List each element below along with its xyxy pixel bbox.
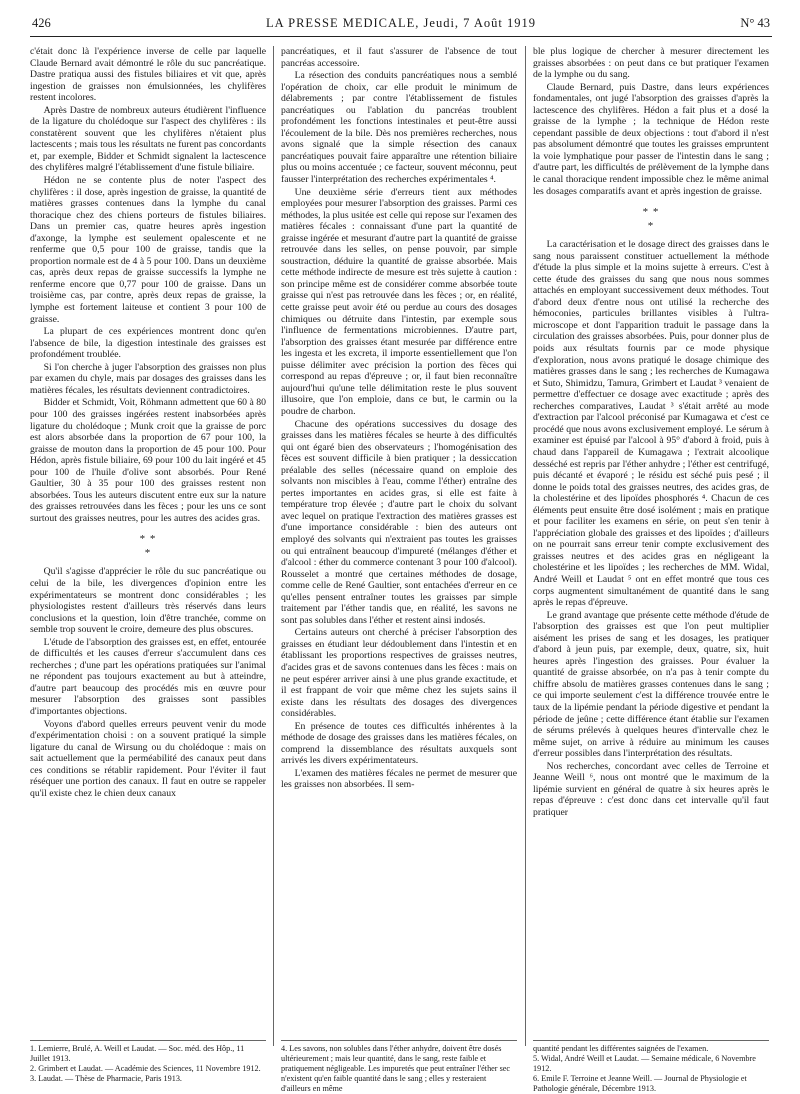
paragraph: La plupart de ces expériences montrent donc qu'en l'absence de bile, la digestion intestinale des graisses est profondément troublée. xyxy=(30,326,266,361)
footnotes-column-3 xyxy=(533,1040,769,1093)
section-separator: * * * xyxy=(139,533,157,560)
paragraph: La résection des conduits pancréatiques nous a semblé l'opération de choix, car elle produit le minimum de délabrements ; par contre l'établissement de fistules pancréatiques ou l'ablation du pancréas troublent profondément les fonctions intestinales et peut-être aussi l'écoulement de la bile. Dès nos premières recherches, nous avons signalé que la simple résection des canaux pancréatiques pouvait faire apparaître une rétention biliaire plus ou moins accentuée ; ce facteur, souvent méconnu, peut fausser l'interprétation des recherches expérimentales ⁴. xyxy=(281,70,517,186)
paragraph: La caractérisation et le dosage direct des graisses dans le sang nous paraissent constituer actuellement la méthode d'étude la plus simple et la moins sujette à erreurs. C'est à cette étude des graisses du sang que nous nous sommes attachés en employant successivement deux méthodes. Tout d'abord deux d'entre nous ont utilisé la recherche des hémoconies, particules brillantes visibles à l'ultra-microscope et dont l'apparition traduit le passage dans la circulation des graisses absorbées. Puis, pour donner plus de poids aux résultats fournis par ce mode physique d'exploration, nous avons pratiqué le dosage chimique des matières grasses dans le sang ; les recherches de Kumagawa et Suto, Shimidzu, Tamura, Grimbert et Laudat ³ venaient de permettre d'effectuer ce dosage avec exactitude ; après des recherches comparatives, Laudat ³ s'était arrêté au mode d'extraction par l'alcool préconisé par Kumagawa et c'est ce procédé que nous avons exclusivement employé. Le sérum à examiner est épuisé par l'alcool à 95° d'abord à froid, puis à chaud dans l'appareil de Kumagawa ; l'extrait alcoolique desséché est repris par l'éther anhydre ; l'éther est centrifugé, puis décanté et évaporé ; le résidu est séché puis pesé ; il donne le poids total des graisses neutres, des acides gras, de la cholestérine et des lipoïdes phosphorés ⁴. Chacun de ces éléments peut ensuite être dosé isolément ; mais en pratique et pour faciliter les examens en série, on peut s'en tenir à l'appréciation globale des graisses et des lipoïdes ; d'ailleurs on ne pourrait sans erreur tenir compte exclusivement des graisses neutres et des acides gras en négligeant la cholestérine et les lipoïdes ; les recherches de MM. Widal, André Weill et Laudat ⁵ ont en effet montré que tous ces corps augmentent simultanément de quantité dans le sang après le repas d'épreuve. xyxy=(533,239,769,609)
text-column-1 xyxy=(30,46,266,1030)
section-separator: * * * xyxy=(642,206,660,233)
paragraph: Après Dastre de nombreux auteurs étudièrent l'influence de la ligature du cholédoque sur l'aspect des chylifères : ils constatèrent souvent que les chylifères n'étaient plus lactescents ; mais tous les résultats ne furent pas concordants et, par exemple, Bidder et Schmidt signalent la lactescence des chylifères malgré l'établissement d'une fistule biliaire. xyxy=(30,104,266,174)
paragraph: L'examen des matières fécales ne permet de mesurer que les graisses non absorbées. Il sem- xyxy=(281,767,517,791)
paragraph: Nos recherches, concordant avec celles de Terroine et Jeanne Weill ⁶, nous ont montré que le maximum de la lipémie survient en général de quatre à six heures après le repas d'épreuve : c'est donc dans cet intervalle qu'il faut pratiquer xyxy=(533,760,769,818)
footnote: 6. Emile F. Terroine et Jeanne Weill. — Journal de Physiologie et Pathologie générale, Décembre 1913. xyxy=(533,1074,747,1093)
paragraph: Le grand avantage que présente cette méthode d'étude de l'absorption des graisses est que l'on peut multiplier aisément les prises de sang et les dosages, les pratiquer d'abord à jeun puis, par exemple, deux, quatre, six, huit heures après l'ingestion des graisses. Pour évaluer la quantité de graisse absorbée, on n'a pas à tenir compte du chiffre absolu de matières grasses contenues dans le sang ; ce qui importe seulement c'est la différence trouvée entre le taux de la lipémie pendant la période digestive et pendant la période de jeûne ; cette différence étant établie sur l'examen de sérums prélevés à quelques heures d'intervalle chez le même sujet, on arrive à réduire au minimum les causes d'erreur possibles dans l'interprétation des résultats. xyxy=(533,609,769,760)
footnotes-column-1 xyxy=(30,1040,266,1086)
journal-title: LA PRESSE MEDICALE, Jeudi, 7 Août 1919 xyxy=(266,16,536,30)
paragraph: Qu'il s'agisse d'apprécier le rôle du suc pancréatique ou celui de la bile, les divergences d'opinion entre les expérimentateurs se montrent donc considérables ; les physiologistes restent d'ailleurs très réservés dans leurs conclusions et la question, loin d'être tranchée, comme on semble trop souvent le croire, demeure des plus obscures. xyxy=(30,566,266,636)
paragraph: Certains auteurs ont cherché à préciser l'absorption des graisses en étudiant leur dédoublement dans l'intestin et en établissant les proportions respectives de graisses neutres, d'acides gras et de savons contenues dans les fèces : mais on ne peut espérer arriver ainsi à une plus grande exactitude, et il est frappant de voir que même chez les sujets sains il existe dans les résultats des dosages des divergences considérables. xyxy=(281,627,517,720)
text-column-2 xyxy=(281,46,517,1030)
paragraph: Si l'on cherche à juger l'absorption des graisses non plus par examen du chyle, mais par dosages des graisses dans les matières fécales, les résultats deviennent contradictoires. xyxy=(30,361,266,396)
footnote: 2. Grimbert et Laudat. — Académie des Sciences, 11 Novembre 1912. xyxy=(30,1064,261,1073)
paragraph: Chacune des opérations successives du dosage des graisses dans les matières fécales se heurte à des difficultés qui ont égaré bien des observateurs ; l'homogénisation des fèces est souvent difficile à bien pratiquer ; la dessiccation préalable des selles (nécessaire quand on emploie des solvants non miscibles à l'eau, comme l'éther) entraîne des pertes importantes en acides gras, si elle est faite à température trop élevée ; d'autre part le choix du solvant avec lequel on pratique l'extraction des matières grasses est d'une importance considérable : bien des auteurs ont employé des solvants qui n'extraient pas toutes les graisses ou qui entraînent beaucoup d'impureté (mélanges d'éther et d'alcool : éther du commerce contenant 3 pour 100 d'alcool). Rousselet a montré que certaines méthodes de dosage, comme celle de René Gaultier, sont entachées d'erreur en ce qu'elles pensent entraîner toutes les graisses par simple traitement par l'éther tandis que, en réalité, les savons ne sont pas solubles dans l'éther et restent ainsi indosés. xyxy=(281,418,517,626)
footnote: 3. Laudat. — Thèse de Pharmacie, Paris 1913. xyxy=(30,1074,182,1083)
page-number: 426 xyxy=(32,16,51,30)
issue-number: N° 43 xyxy=(740,16,770,30)
paragraph: L'étude de l'absorption des graisses est, en effet, entourée de difficultés et les causes d'erreur s'accumulent dans ces recherches ; d'une part les opérations pratiquées sur l'animal ne répondent pas toujours exactement au but à atteindre, d'autre part beaucoup des procédés mis en œuvre pour mesurer l'absorption des graisses sont passibles d'importantes objections. xyxy=(30,636,266,717)
paragraph: Une deuxième série d'erreurs tient aux méthodes employées pour mesurer l'absorption des graisses. Parmi ces méthodes, la plus usitée est celle qui repose sur l'examen des matières fécales : connaissant d'une part la quantité de graisse ingérée et mesurant d'autre part la quantité de graisse retrouvée dans les selles, on pense pouvoir, par simple soustraction, déduire la quantité de graisse absorbée. Mais cette méthode indirecte de mesure est très sujette à caution : son principe même est de considérer comme absorbée toute graisse qui n'est pas retrouvée dans les fèces ; or, en réalité, cette graisse peut avoir été ou perdue au cours des dosages chimiques ou détruite dans l'intestin, par exemple sous l'influence de fermentations microbiennes. D'autre part, l'absorption des graisses étant mesurée par différence entre les ingesta et les excreta, il importe essentiellement que l'on puisse délimiter avec précision la portion des fèces qui correspond au repas d'épreuve ; or, il faut bien reconnaître aujourd'hui qu'une telle délimitation reste le plus souvent illusoire, que l'on emploie, dans ce but, le carmin ou la poudre de charbon. xyxy=(281,186,517,417)
text-column-3 xyxy=(533,46,769,1030)
column-rule xyxy=(273,46,274,1046)
footnote: 1. Lemierre, Brulé, A. Weill et Laudat. — Soc. méd. des Hôp., 11 Juillet 1913. xyxy=(30,1044,245,1063)
paragraph: En présence de toutes ces difficultés inhérentes à la méthode de dosage des graisses dans les matières fécales, on comprend la dissemblance des résultats auxquels sont arrivés les divers expérimentateurs. xyxy=(281,720,517,767)
paragraph: pancréatiques, et il faut s'assurer de l'absence de tout pancréas accessoire. xyxy=(281,46,517,69)
paragraph: ble plus logique de chercher à mesurer directement les graisses absorbées : on peut dans ce but pratiquer l'examen de la lymphe ou du sang. xyxy=(533,46,769,81)
paragraph: c'était donc là l'expérience inverse de celle par laquelle Claude Bernard avait démontré le rôle du suc pancréatique. Dastre pratiqua aussi des fistules biliaires et vit que, après ingestion de graisses non émulsionnées, les chylifères restent incolores. xyxy=(30,46,266,104)
paragraph: Hédon ne se contente plus de noter l'aspect des chylifères : il dose, après ingestion de graisse, la quantité de matières grasses contenues dans la lymphe du canal thoracique chez des chiens porteurs de fistules biliaires. Dans un premier cas, quatre heures après ingestion d'axonge, la lymphe est seulement opalescente et ne renferme que 0,5 pour 100 de graisse, tandis que la proportion normale est de 4 à 5 pour 100. Dans un deuxième cas, après deux repas de graisse successifs la lymphe ne renferme encore que 0,77 pour 100 de graisse. Dans un troisième cas, par contre, après deux repas de graisse, la lymphe est fortement laiteuse et contient 3 pour 100 de graisse. xyxy=(30,175,266,325)
paragraph: Claude Bernard, puis Dastre, dans leurs expériences fondamentales, ont jugé l'absorption des graisses d'après la lactescence des chylifères. Hédon a fait plus et a dosé la graisse de la lymphe ; la technique de Hédon reste cependant passible de deux objections : tout d'abord il n'est pas absolument démontré que toutes les graisses empruntent la voie lymphatique pour passer de l'intestin dans le sang ; d'autre part, les difficultés de prélèvement de la lymphe dans le canal thoracique rendent impossible chez le même animal les dosages comparatifs avant et après ingestion de graisse. xyxy=(533,81,769,197)
footnote: 4. Les savons, non solubles dans l'éther anhydre, doivent être dosés ultérieurement ; mais leur quantité, dans le sang, reste faible et pratiquement négligeable. Les impuretés que peut entraîner l'éther sec n'existent qu'en faible quantité dans le sang ; elles y resteraient d'ailleurs en même xyxy=(281,1044,511,1093)
paragraph: Bidder et Schmidt, Voit, Röhmann admettent que 60 à 80 pour 100 des graisses ingérées restent inabsorbées après ligature du cholédoque ; Munk croit que la graisse de porc est alors absorbée dans la proportion de 67 pour 100, la graisse de mouton dans la proportion de 45 pour 100. Pour Hédon, après fistule biliaire, 69 pour 100 du lait ingéré et 45 pour 100 de l'huile d'olive sont absorbés. Pour René Gaultier, 30 à 35 pour 100 des graisses restent non absorbées. Tous les auteurs discutent entre eux sur la nature des graisses retrouvées dans les fèces ; pour les uns ce sont surtout des graisses neutres, pour les autres des acides gras. xyxy=(30,397,266,524)
column-rule xyxy=(525,46,526,1046)
footnotes-column-2 xyxy=(281,1040,517,1093)
footnote: 5. Widal, André Weill et Laudat. — Semaine médicale, 6 Novembre 1912. xyxy=(533,1054,756,1073)
footnote: quantité pendant les différentes saignées de l'examen. xyxy=(533,1044,709,1053)
running-header xyxy=(30,14,772,37)
paragraph: Voyons d'abord quelles erreurs peuvent venir du mode d'expérimentation choisi : on a souvent pratiqué la simple ligature du canal de Wirsung ou du cholédoque : mais on sait actuellement que la perméabilité des canaux peut dans ces conditions se rétablir rapidement. Pour l'éviter il faut réséquer une portion des canaux. Il faut en outre se rappeler qu'il existe chez le chien deux canaux xyxy=(30,718,266,799)
